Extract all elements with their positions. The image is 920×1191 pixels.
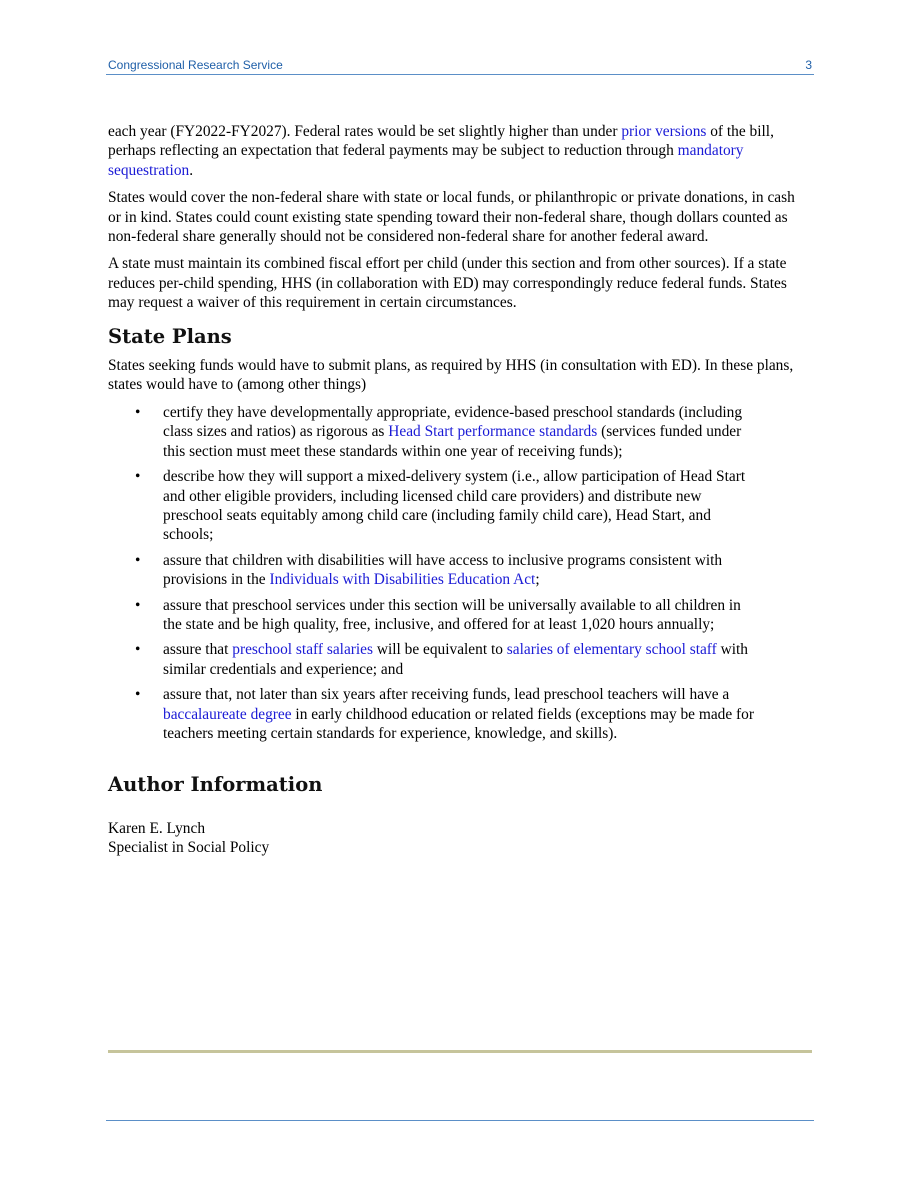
list-item-text	[163, 552, 722, 588]
author-name: Karen E. Lynch	[108, 819, 206, 837]
list-item-text	[163, 468, 745, 543]
text-run: .	[189, 161, 194, 179]
page-number: 3	[805, 58, 812, 72]
section-heading-state-plans: State Plans	[108, 324, 232, 348]
text-run: describe how they will support a mixed-delivery system (i.e., allow participation of Head Start and other eligible providers, including licensed child care providers) and distribute new preschool seats equitably among child care (including family child care), Head Start, and schools;	[163, 468, 746, 544]
inline-link[interactable]: preschool staff salaries	[232, 641, 373, 659]
inline-link[interactable]: prior versions	[621, 123, 707, 140]
text-run: assure that, not later than six years after receiving funds, lead preschool teachers will have a	[163, 686, 730, 704]
inline-link[interactable]: salaries of elementary school staff	[506, 641, 717, 659]
author-title: Specialist in Social Policy	[108, 838, 270, 856]
text-run: assure that	[163, 641, 233, 659]
paragraph-state-plans-intro: States seeking funds would have to submit plans, as required by HHS (in consultation with ED). In these plans, states would have to (among other things)	[108, 357, 794, 394]
text-run: certify they have developmentally appropriate, evidence-based preschool standards (including class sizes and ratios) as rigorous as	[163, 403, 743, 441]
list-item-text	[163, 641, 748, 677]
bullet-icon: •	[135, 468, 141, 486]
list-item	[108, 551, 763, 590]
paragraph-federal-rates	[108, 122, 808, 180]
text-run: (services funded under this section must meet these standards within one year of receiving funds);	[163, 423, 742, 460]
list-item	[108, 403, 763, 461]
bullet-icon: •	[135, 641, 141, 659]
bullet-icon: •	[135, 596, 141, 614]
list-item	[108, 685, 763, 743]
text-run: assure that preschool services under this section will be universally available to all children in the state and be high quality, free, inclusive, and offered for at least 1,020 hours annually;	[163, 596, 741, 633]
paragraph-non-federal-share: States would cover the non-federal share with state or local funds, or philanthropic or private donations, in cash or in kind. States could count existing state spending toward their non-federal share, though dollars counted as non-federal share generally should not be considered non-federal share for another federal award.	[108, 189, 795, 246]
footer-accent-divider	[108, 1050, 812, 1053]
text-run: ;	[535, 571, 540, 589]
bullet-icon: •	[135, 551, 141, 569]
paragraph-fiscal-effort: A state must maintain its combined fiscal effort per child (under this section and from other sources). If a state reduces per-child spending, HHS (in collaboration with ED) may correspondingly reduce federal funds. States may request a waiver of this requirement in certain circumstances.	[108, 255, 787, 312]
text-run: with similar credentials and experience; and	[163, 641, 748, 678]
text-run: assure that children with disabilities will have access to inclusive programs consistent with provisions in the	[163, 551, 723, 589]
list-item	[108, 467, 763, 545]
list-item-text	[163, 404, 742, 460]
list-item	[108, 640, 763, 679]
text-run: in early childhood education or related fields (exceptions may be made for teachers meeting certain standards for experience, knowledge, and skills).	[163, 705, 754, 742]
header-publisher: Congressional Research Service	[108, 58, 283, 72]
state-plan-requirements-list	[108, 403, 808, 744]
document-body	[108, 122, 808, 857]
bullet-icon: •	[135, 686, 141, 704]
footer-divider	[106, 1120, 814, 1121]
inline-link[interactable]: mandatory sequestration	[108, 142, 744, 179]
text-run: will be equivalent to	[373, 641, 507, 659]
text-run: each year (FY2022-FY2027). Federal rates would be set slightly higher than under	[108, 123, 622, 140]
header-divider	[106, 74, 814, 75]
bullet-icon: •	[135, 403, 141, 421]
inline-link[interactable]: Head Start performance standards	[388, 423, 598, 441]
inline-link[interactable]: Individuals with Disabilities Education Act	[269, 571, 536, 589]
list-item	[108, 596, 763, 635]
inline-link[interactable]: baccalaureate degree	[163, 705, 292, 723]
section-heading-author-information: Author Information	[108, 773, 323, 797]
list-item-text	[163, 686, 754, 742]
author-information	[108, 775, 808, 856]
list-item-text	[163, 597, 741, 633]
text-run: of the bill, perhaps reflecting an expectation that federal payments may be subject to reduction through	[108, 123, 774, 160]
